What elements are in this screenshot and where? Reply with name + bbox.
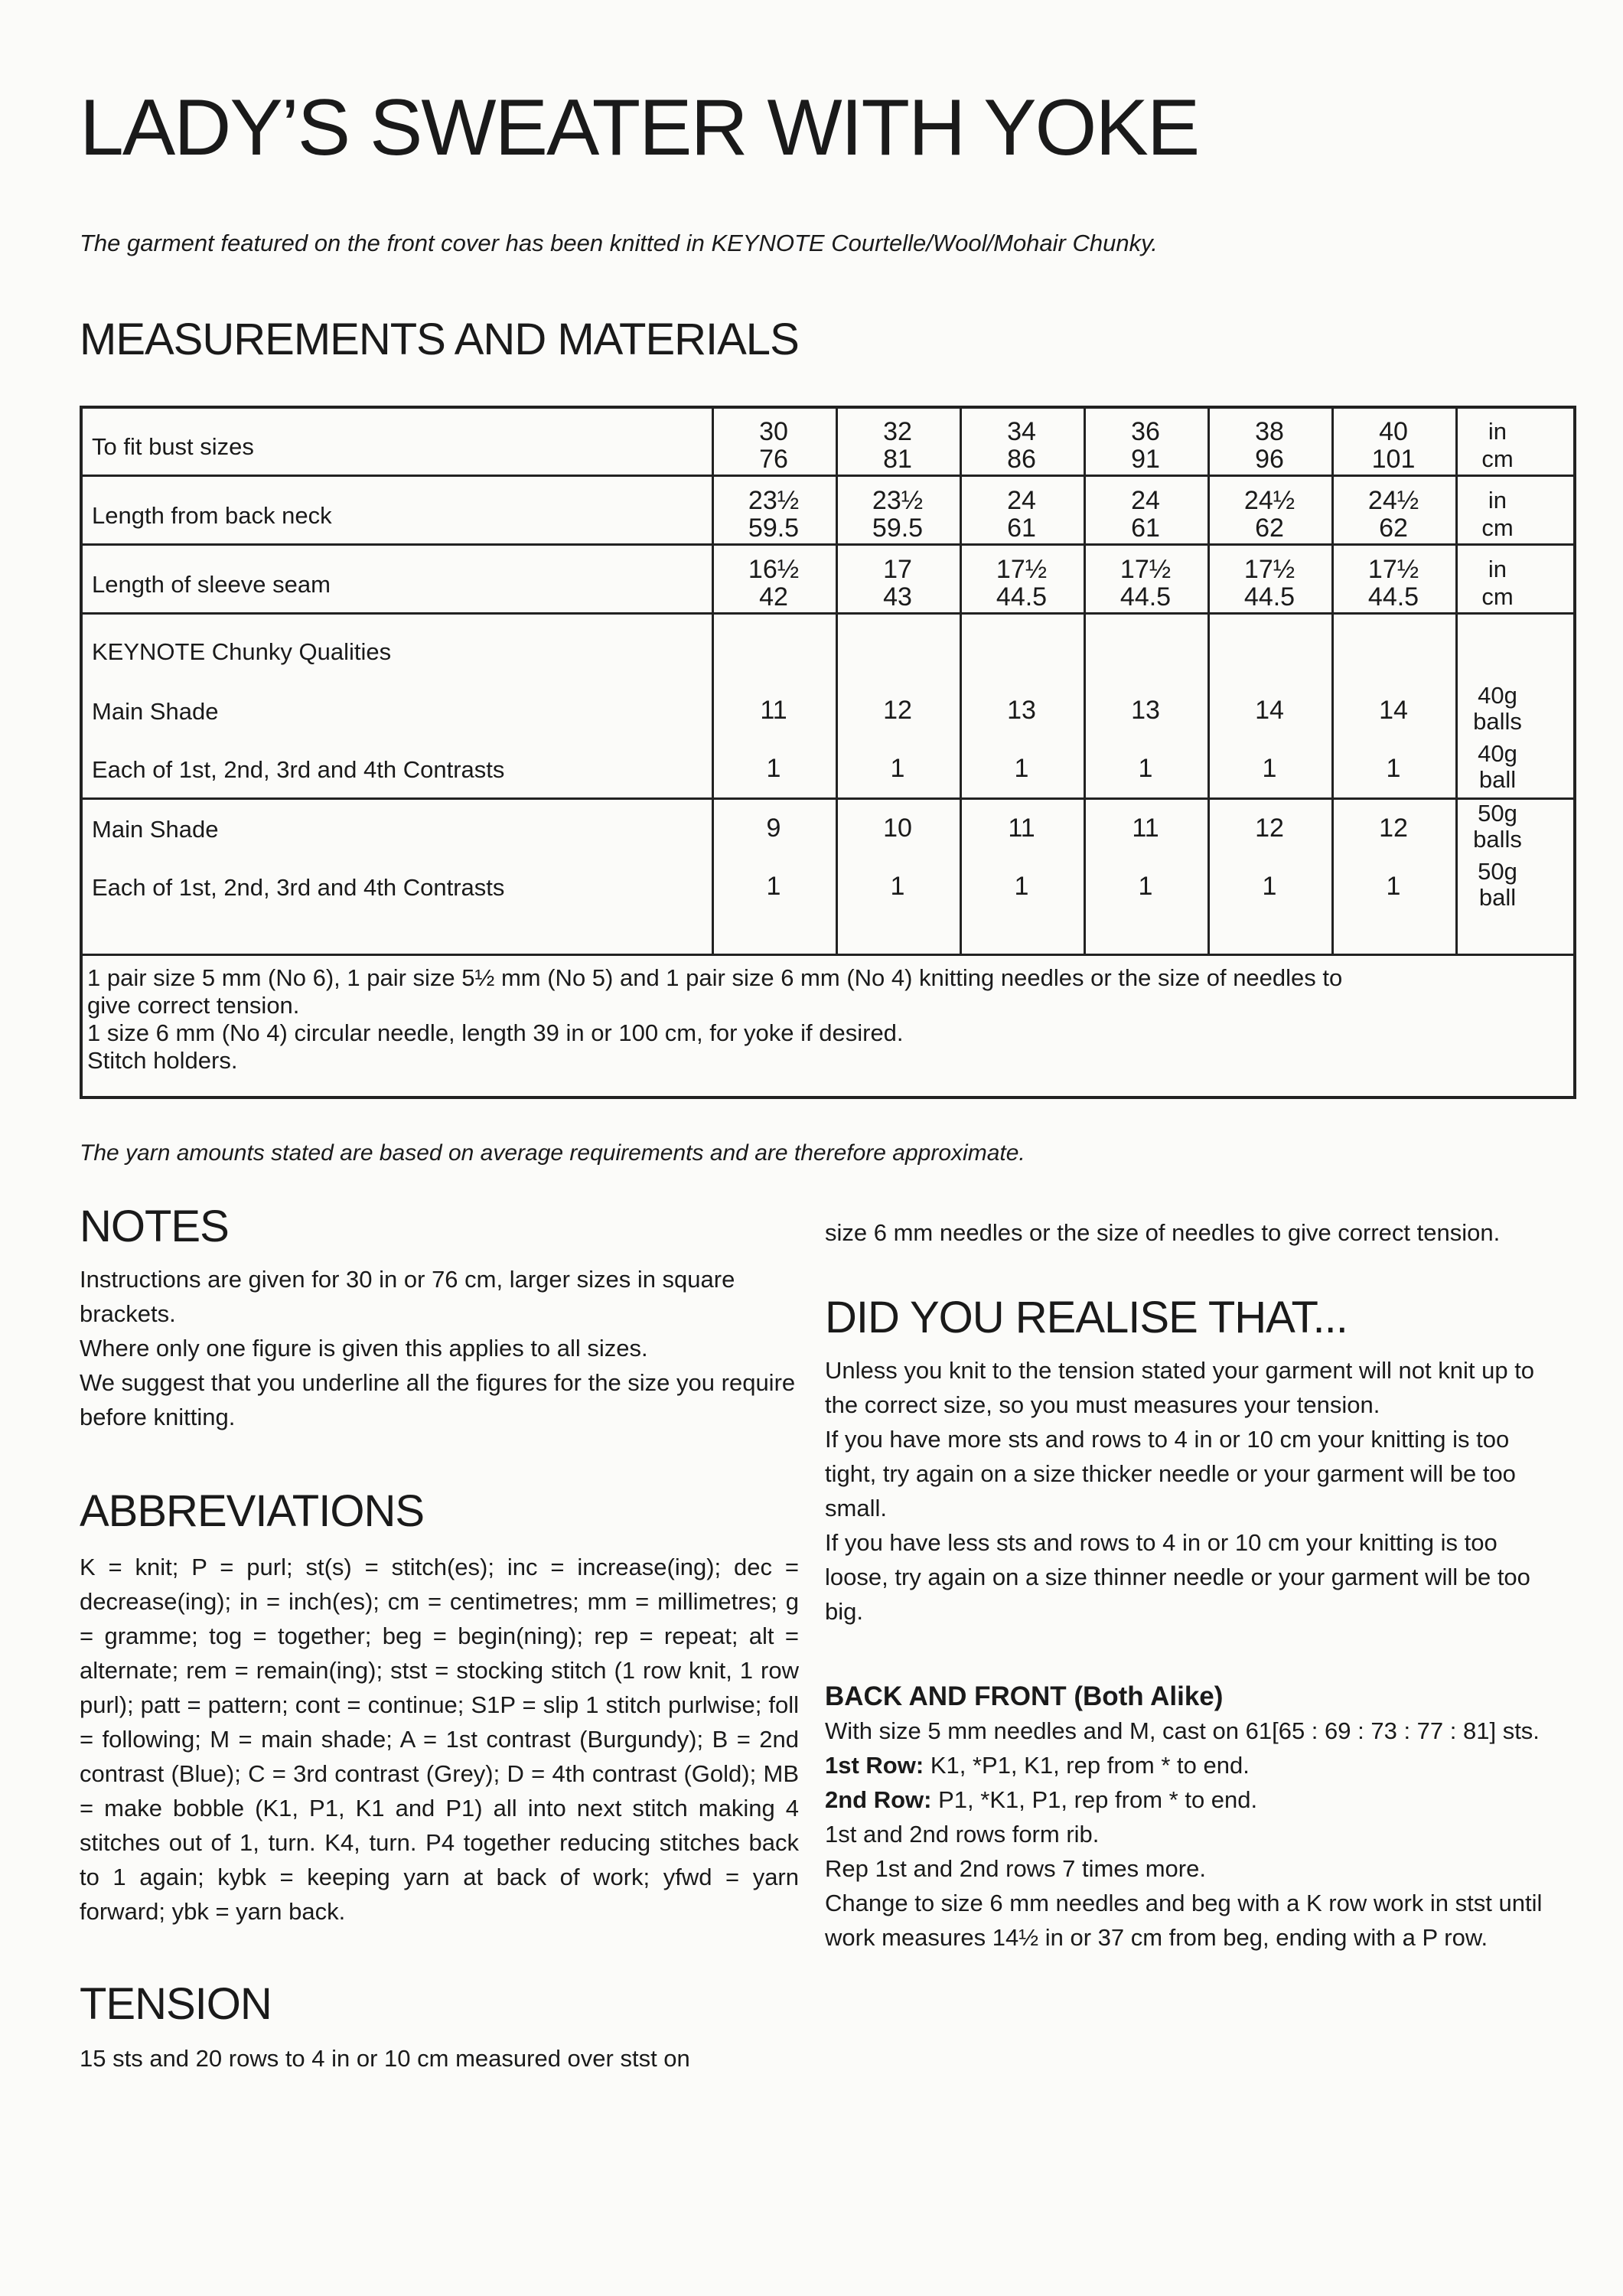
yarn-quantity-cell: 1 [1138, 754, 1153, 783]
row1-label: 1st Row: [825, 1752, 924, 1779]
yarn-row-label: Main Shade [92, 816, 219, 843]
value-in: 24½ [1243, 486, 1295, 515]
yarn-quantity-cell: 10 [883, 814, 912, 843]
needles-line: Stitch holders. [87, 1047, 238, 1074]
yarn-quantity-cell: 12 [1379, 814, 1408, 843]
yarn-quantity-cell: 13 [1007, 696, 1036, 725]
notes-paragraph: Instructions are given for 30 in or 76 cm, larger sizes in square brackets. [80, 1266, 735, 1327]
unit-cm: cm [1481, 583, 1514, 610]
yarn-unit-cell [1457, 741, 1538, 793]
cast-on-text: With size 5 mm needles and M, cast on 61[65 : 69 : 73 : 77 : 81] sts. [825, 1717, 1540, 1744]
notes-paragraph: We suggest that you underline all the figures for the size you require before knitting. [80, 1369, 796, 1430]
yarn-quantity-cell: 1 [1262, 754, 1277, 783]
yarn-quantity-cell: 1 [1014, 872, 1029, 901]
yarn-quantity-cell: 14 [1379, 696, 1408, 725]
size-cell [960, 418, 1083, 473]
value-cm: 96 [1255, 445, 1284, 474]
yarn-quantity-cell: 11 [1008, 814, 1035, 843]
value-cm: 76 [759, 445, 788, 474]
yarn-quantity-cell: 9 [766, 814, 781, 843]
yarn-row-label: Each of 1st, 2nd, 3rd and 4th Contrasts [92, 756, 505, 783]
yarn-quantity-cell: 14 [1255, 696, 1284, 725]
did-you-realise-heading: DID YOU REALISE THAT... [825, 1293, 1348, 1342]
yarn-quantity-cell: 11 [1132, 814, 1159, 843]
value-in: 32 [883, 417, 912, 446]
notes-paragraph: Where only one figure is given this applies to all sizes. [80, 1335, 648, 1362]
needles-line: give correct tension. [87, 992, 300, 1019]
yarn-quantity-cell: 1 [890, 872, 905, 901]
value-cm: 86 [1007, 445, 1036, 474]
size-cell [1332, 487, 1455, 542]
ball-word: balls [1473, 708, 1522, 735]
value-in: 30 [759, 417, 788, 446]
needles-line: 1 size 6 mm (No 4) circular needle, length 39 in or 100 cm, for yoke if desired. [87, 1019, 904, 1046]
rib-text: 1st and 2nd rows form rib. [825, 1821, 1100, 1848]
value-in: 17½ [996, 555, 1048, 584]
size-cell [1084, 487, 1207, 542]
size-cell [1208, 487, 1331, 542]
unit-cell [1457, 556, 1538, 611]
abbreviations-heading: ABBREVIATIONS [80, 1486, 425, 1536]
yarn-quantity-cell: 11 [760, 696, 787, 725]
value-in: 17½ [1367, 555, 1419, 584]
row-label: To fit bust sizes [92, 433, 254, 460]
size-cell [712, 487, 835, 542]
size-cell [960, 556, 1083, 611]
yarn-row-label: Each of 1st, 2nd, 3rd and 4th Contrasts [92, 874, 505, 901]
yarn-quantity-cell: 1 [1386, 754, 1401, 783]
yarn-quantity-cell: 13 [1131, 696, 1160, 725]
repeat-text: Rep 1st and 2nd rows 7 times more. [825, 1855, 1206, 1882]
tension-heading: TENSION [80, 1979, 272, 2029]
left-column [80, 1202, 799, 2076]
yarn-unit-cell [1457, 683, 1538, 735]
value-in: 23½ [872, 486, 924, 515]
value-in: 17 [883, 555, 912, 584]
ball-weight: 40g [1478, 682, 1517, 709]
ball-word: ball [1478, 766, 1517, 793]
value-in: 38 [1255, 417, 1284, 446]
realise-paragraph: If you have less sts and rows to 4 in or 10 cm your knitting is too loose, try again on a size thinner needle or your garment will be too big. [825, 1529, 1530, 1625]
value-in: 16½ [748, 555, 800, 584]
value-cm: 81 [883, 445, 912, 474]
value-cm: 61 [1131, 514, 1160, 543]
row-label: Length from back neck [92, 502, 332, 529]
value-in: 24 [1131, 486, 1160, 515]
row1 [825, 1748, 1552, 1782]
table-rule [83, 475, 1573, 477]
value-cm: 44.5 [1119, 582, 1172, 612]
tension-text: 15 sts and 20 rows to 4 in or 10 cm measured over stst on [80, 2045, 690, 2072]
yarn-quantity-cell: 12 [1255, 814, 1284, 843]
yarn-quantity-cell: 1 [766, 872, 781, 901]
yarn-unit-cell [1457, 859, 1538, 911]
ball-weight: 50g [1478, 858, 1517, 885]
value-in: 36 [1131, 417, 1160, 446]
value-in: 17½ [1119, 555, 1172, 584]
yarn-quantity-cell: 1 [1386, 872, 1401, 901]
row-label: Length of sleeve seam [92, 571, 331, 598]
yarn-quantity-cell: 1 [1014, 754, 1029, 783]
value-cm: 43 [883, 582, 912, 612]
size-cell [1208, 418, 1331, 473]
table-rule [83, 797, 1573, 800]
yarn-quantity-cell: 1 [1262, 872, 1277, 901]
value-in: 17½ [1243, 555, 1295, 584]
yarn-quantity-cell: 1 [890, 754, 905, 783]
value-in: 23½ [748, 486, 800, 515]
ball-weight: 50g [1478, 800, 1517, 827]
row2-label: 2nd Row: [825, 1786, 932, 1813]
page-title: LADY’S SWEATER WITH YOKE [80, 83, 1199, 172]
needles-list [87, 964, 1564, 1075]
abbreviations-text: K = knit; P = purl; st(s) = stitch(es); inc = increase(ing); dec = decrease(ing); in = inch(es); cm = centimetres; mm = millimetres; g = gramme; tog = together; beg = begin(ning); rep = repeat; alt = alternate; rem = remain(ing); stst = stocking stitch (1 row knit, 1 row purl); patt = pattern; cont = continue; S1P = slip 1 stitch purlwise; foll = following; M = main shade; A = 1st contrast (Burgundy); B = 2nd contrast (Blue); C = 3rd contrast (Grey); D = 4th contrast (Gold); MB = make bobble (K1, P1, K1 and P1) all into next stitch making 4 stitches out of 1, turn. K4, turn. P4 together reducing stitches back to 1 again; kybk = keeping yarn at back of work; yfwd = yarn forward; ybk = yarn back. [80, 1554, 799, 1925]
value-cm: 101 [1371, 445, 1416, 474]
did-you-realise-body [825, 1353, 1552, 1629]
measurements-table [80, 406, 1576, 1099]
table-rule [83, 612, 1573, 615]
yarn-quantity-cell: 1 [1138, 872, 1153, 901]
value-in: 40 [1379, 417, 1408, 446]
ball-weight: 40g [1478, 740, 1517, 767]
change-text: Change to size 6 mm needles and beg with a K row work in stst until work measures 14½ in or 37 cm from beg, ending with a P row. [825, 1890, 1543, 1951]
unit-cm: cm [1481, 445, 1514, 472]
unit-cell [1457, 418, 1538, 473]
yarn-row-label: Main Shade [92, 698, 219, 725]
value-in: 24 [1007, 486, 1036, 515]
size-cell [712, 418, 835, 473]
size-cell [1332, 556, 1455, 611]
value-cm: 44.5 [1243, 582, 1295, 612]
value-cm: 42 [759, 582, 788, 612]
qualities-label: KEYNOTE Chunky Qualities [92, 638, 392, 665]
size-cell [1084, 418, 1207, 473]
measurements-heading: MEASUREMENTS AND MATERIALS [80, 315, 799, 364]
size-cell [1084, 556, 1207, 611]
value-cm: 62 [1255, 514, 1284, 543]
size-cell [1332, 418, 1455, 473]
notes-body [80, 1262, 799, 1434]
yarn-note: The yarn amounts stated are based on average requirements and are therefore approximate. [80, 1140, 1025, 1166]
value-in: 24½ [1367, 486, 1419, 515]
size-cell [712, 556, 835, 611]
table-rule [83, 954, 1573, 956]
yarn-quantity-cell: 12 [883, 696, 912, 725]
realise-paragraph: Unless you knit to the tension stated your garment will not knit up to the correct size, so you must measures your tension. [825, 1357, 1535, 1418]
size-cell [1208, 556, 1331, 611]
value-in: 34 [1007, 417, 1036, 446]
unit-cell [1457, 487, 1538, 542]
value-cm: 59.5 [748, 514, 800, 543]
notes-heading: NOTES [80, 1202, 229, 1251]
size-cell [836, 556, 959, 611]
yarn-unit-cell [1457, 801, 1538, 853]
size-cell [836, 487, 959, 542]
back-front-heading: BACK AND FRONT (Both Alike) [825, 1681, 1224, 1711]
value-cm: 44.5 [996, 582, 1048, 612]
needles-line: 1 pair size 5 mm (No 6), 1 pair size 5½ mm (No 5) and 1 pair size 6 mm (No 4) knitting needles or the size of needles to [87, 964, 1343, 991]
unit-in: in [1488, 556, 1507, 582]
tension-text-continued: size 6 mm needles or the size of needles to give correct tension. [825, 1219, 1501, 1246]
size-cell [836, 418, 959, 473]
value-cm: 44.5 [1367, 582, 1419, 612]
value-cm: 61 [1007, 514, 1036, 543]
row2 [825, 1782, 1552, 1817]
unit-in: in [1488, 487, 1507, 514]
table-rule [83, 543, 1573, 546]
value-cm: 62 [1379, 514, 1408, 543]
intro-text: The garment featured on the front cover has been knitted in KEYNOTE Courtelle/Wool/Mohair Chunky. [80, 230, 1158, 256]
right-column [825, 1215, 1552, 1955]
ball-word: ball [1478, 884, 1517, 911]
value-cm: 59.5 [872, 514, 924, 543]
size-cell [960, 487, 1083, 542]
value-cm: 91 [1131, 445, 1160, 474]
yarn-quantity-cell: 1 [766, 754, 781, 783]
realise-paragraph: If you have more sts and rows to 4 in or 10 cm your knitting is too tight, try again on a size thicker needle or your garment will be too small. [825, 1426, 1516, 1521]
unit-in: in [1488, 418, 1507, 445]
row1-text: K1, *P1, K1, rep from * to end. [930, 1752, 1250, 1779]
row2-text: P1, *K1, P1, rep from * to end. [938, 1786, 1258, 1813]
ball-word: balls [1473, 826, 1522, 853]
unit-cm: cm [1481, 514, 1514, 541]
